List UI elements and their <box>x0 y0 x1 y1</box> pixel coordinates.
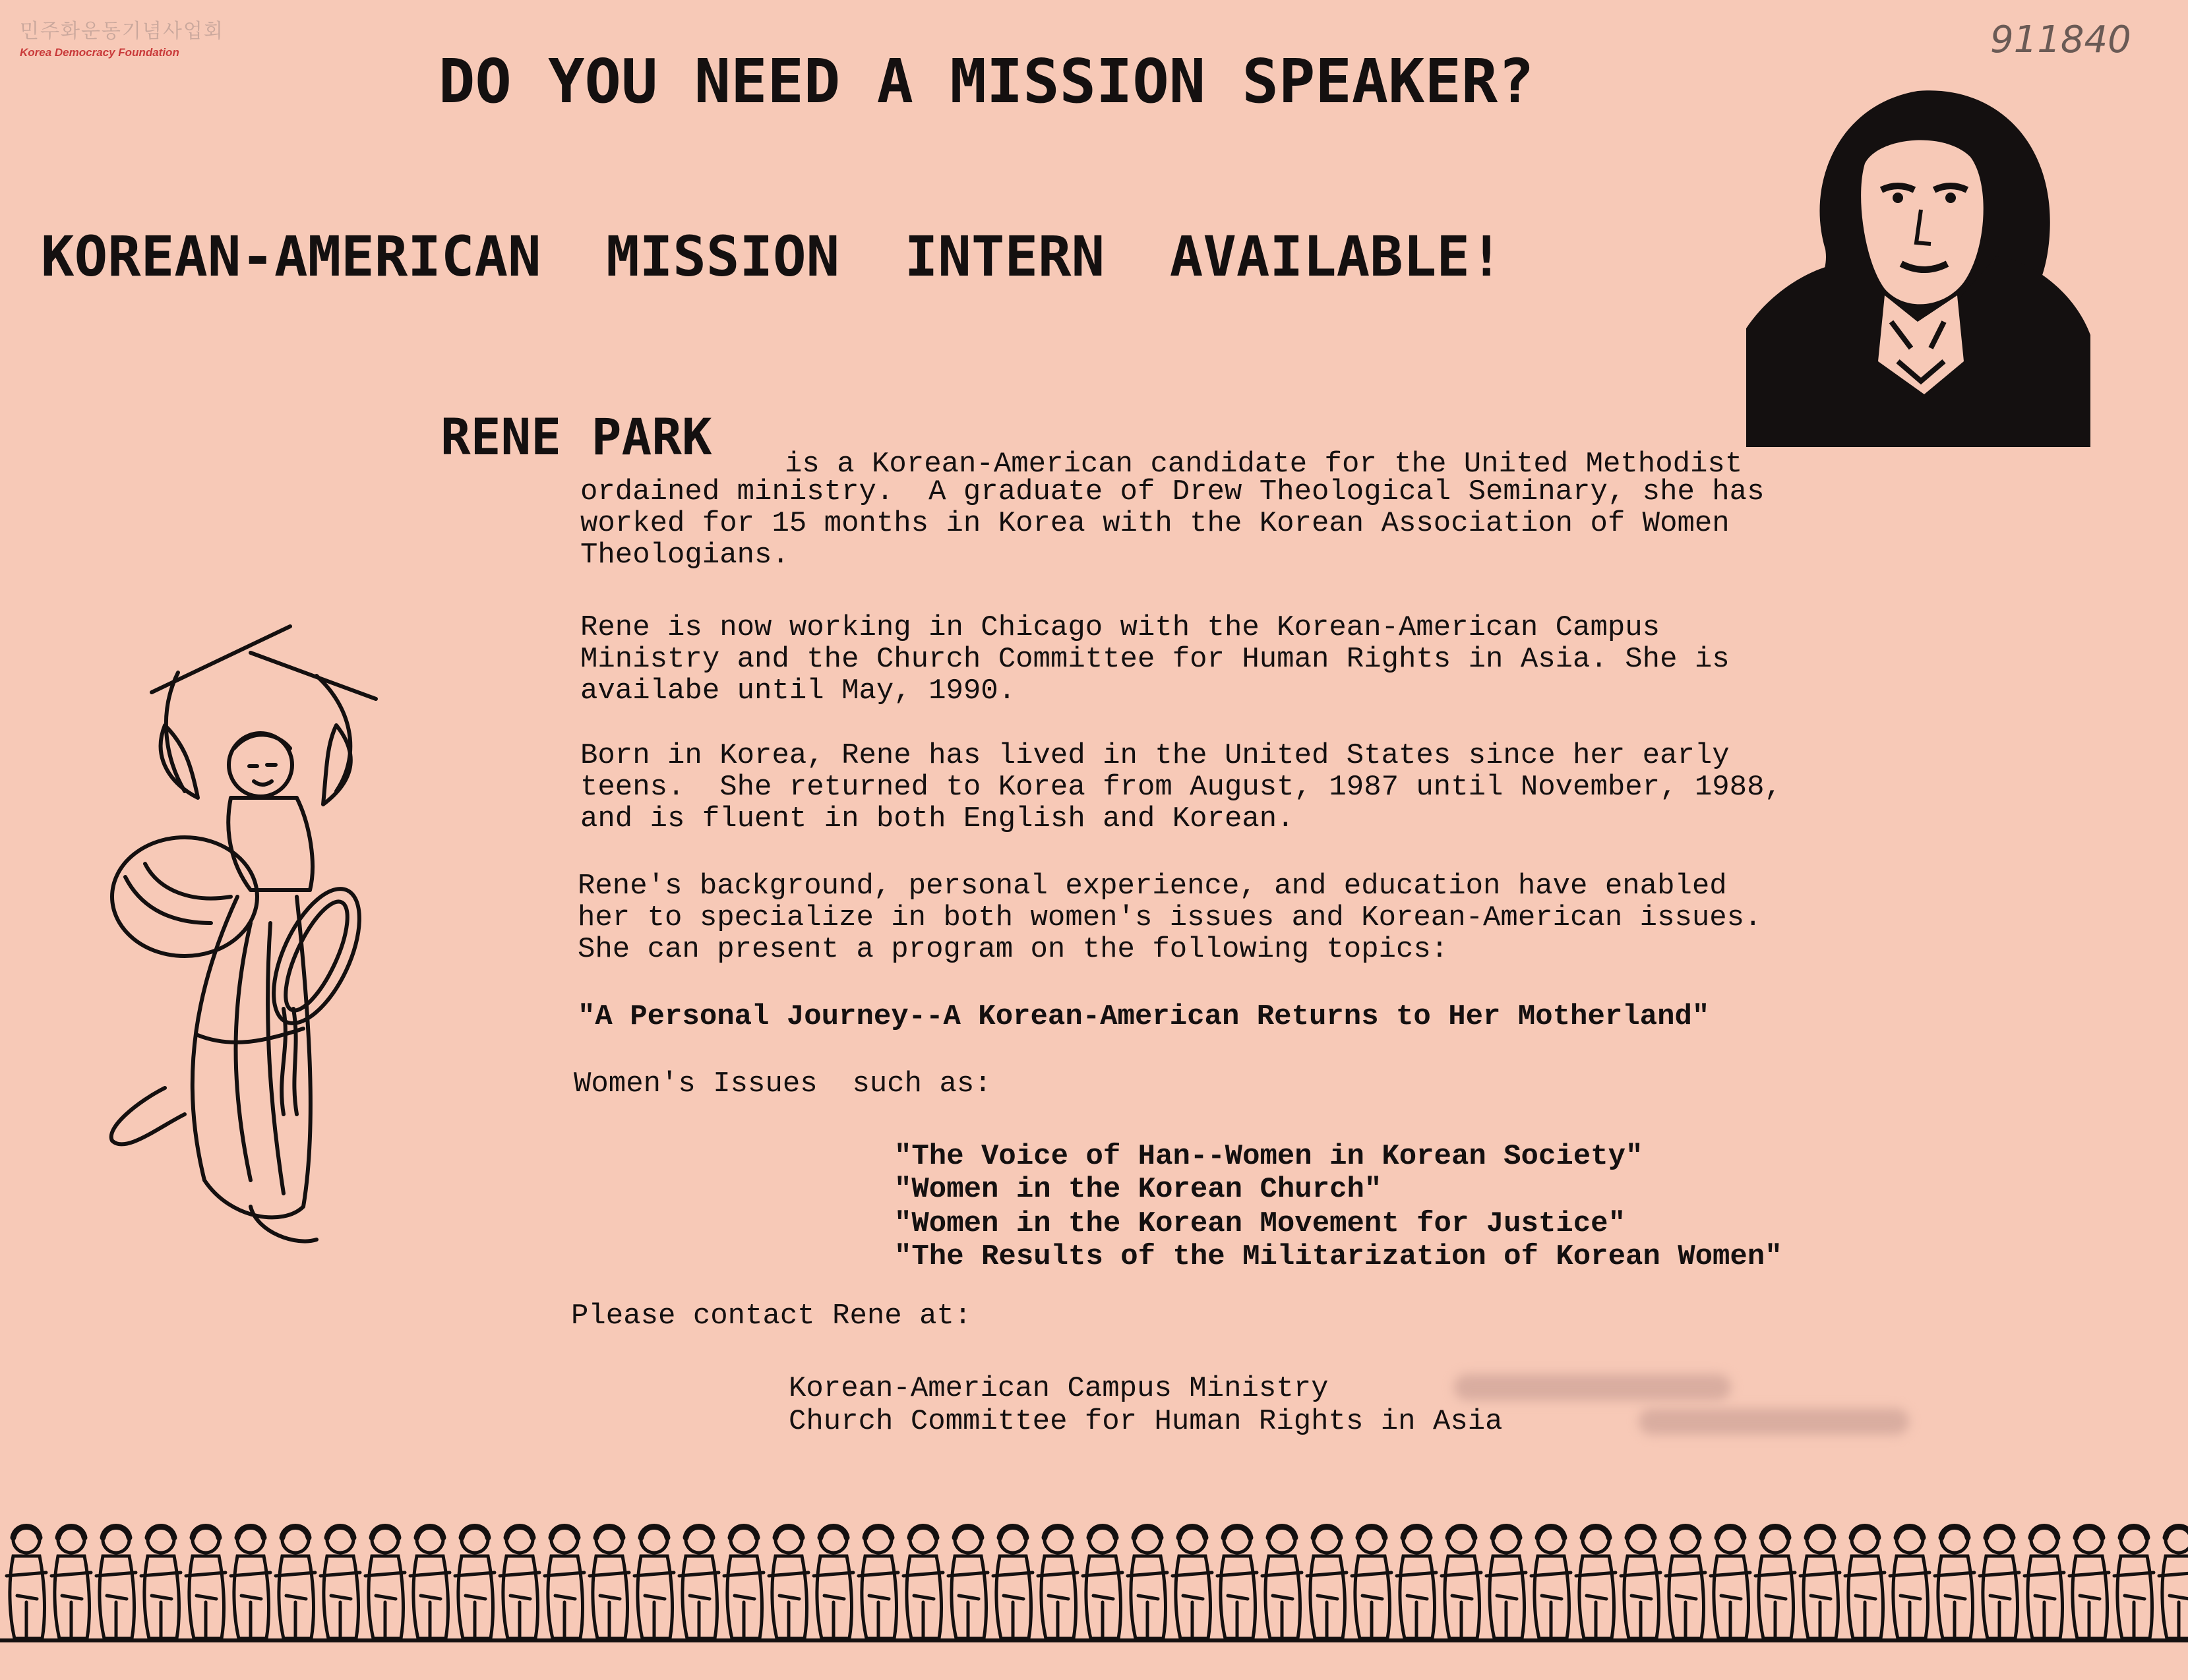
border-dancer-figure <box>1666 1526 1705 1638</box>
border-dancer-figure <box>1935 1526 1974 1638</box>
border-dancer-figure <box>590 1526 629 1638</box>
speaker-name: RENE PARK <box>441 407 712 466</box>
border-dancer-figure <box>1755 1526 1795 1638</box>
dancer-illustration <box>99 613 389 1266</box>
border-dancer-figure <box>1621 1526 1660 1638</box>
border-dancer-figure <box>2114 1526 2154 1638</box>
border-dancer-figure <box>1442 1526 1481 1638</box>
border-dancer-figure <box>679 1526 719 1638</box>
portrait-photo <box>1746 84 2090 447</box>
border-dancer-figure <box>410 1526 450 1638</box>
border-dancer-figure <box>500 1526 539 1638</box>
contact-church-committee: Church Committee for Human Rights in Asia <box>789 1405 1503 1438</box>
border-dancer-figure <box>1890 1526 1930 1638</box>
redacted-phone-number <box>1639 1408 1909 1435</box>
border-dancer-figure <box>1845 1526 1885 1638</box>
border-dancer-figure <box>1980 1526 2019 1638</box>
border-dancer-figure <box>634 1526 674 1638</box>
paragraph-current-work: Rene is now working in Chicago with the Korean-American Campus Ministry and the Church Committee for Human Rights in Asia. She is availabe until May, 1990. <box>580 611 1730 707</box>
border-dancer-figure <box>2069 1526 2109 1638</box>
border-dancer-figure <box>1172 1526 1212 1638</box>
border-dancer-figure <box>2024 1526 2064 1638</box>
decorative-dancer-border <box>0 1510 2188 1655</box>
womens-topic: "Women in the Korean Movement for Justice" <box>894 1207 1626 1240</box>
watermark-korean: 민주화운동기념사업회 <box>20 20 224 43</box>
border-dancer-figure <box>276 1526 315 1638</box>
border-dancer-figure <box>724 1526 764 1638</box>
border-dancer-figure <box>1486 1526 1526 1638</box>
border-dancer-figure <box>96 1526 136 1638</box>
womens-topic: "The Voice of Han--Women in Korean Society" <box>894 1140 1643 1173</box>
border-dancer-figure <box>1531 1526 1571 1638</box>
border-dancer-figure <box>51 1526 91 1638</box>
intro-paragraph: ordained ministry. A graduate of Drew Theological Seminary, she has worked for 15 months in Korea with the Korean Association of Women Theologians. <box>580 475 1765 572</box>
headline-main: KOREAN-AMERICAN MISSION INTERN AVAILABLE! <box>41 224 1504 289</box>
paragraph-specialization: Rene's background, personal experience, and education have enabled her to specialize in both women's issues and Korean-American issues. She can present a program on the following topics: <box>578 870 1762 966</box>
border-dancer-figure <box>993 1526 1033 1638</box>
paragraph-background: Born in Korea, Rene has lived in the United States since her early teens. She returned to Korea from August, 1987 until November, 1988, and is fluent in both English and Korean. <box>580 739 1782 835</box>
border-dancer-figure <box>455 1526 495 1638</box>
womens-topic: "The Results of the Militarization of Korean Women" <box>894 1240 1782 1273</box>
border-dancer-figure <box>1217 1526 1257 1638</box>
border-dancer-figure <box>1397 1526 1436 1638</box>
border-dancer-figure <box>903 1526 943 1638</box>
border-dancer-figure <box>2159 1526 2188 1638</box>
border-dancer-figure <box>1128 1526 1167 1638</box>
border-dancer-figure <box>1800 1526 1840 1638</box>
contact-label: Please contact Rene at: <box>571 1300 972 1333</box>
border-dancer-figure <box>859 1526 898 1638</box>
border-dancer-figure <box>814 1526 853 1638</box>
womens-topic: "Women in the Korean Church" <box>894 1173 1382 1206</box>
topic-personal-journey: "A Personal Journey--A Korean-American Returns to Her Motherland" <box>578 1000 1710 1033</box>
border-dancer-figure <box>231 1526 270 1638</box>
headline-question: DO YOU NEED A MISSION SPEAKER? <box>439 46 1535 117</box>
womens-issues-label: Women's Issues such as: <box>574 1067 992 1100</box>
border-dancer-figure <box>365 1526 405 1638</box>
redacted-phone-number <box>1454 1374 1731 1400</box>
watermark-english: Korea Democracy Foundation <box>20 46 179 59</box>
contact-campus-ministry: Korean-American Campus Ministry <box>789 1372 1329 1405</box>
border-dancer-figure <box>1038 1526 1078 1638</box>
intro-first-line: is a Korean-American candidate for the United Methodist <box>785 448 1743 481</box>
border-dancer-figure <box>948 1526 988 1638</box>
border-dancer-figure <box>1576 1526 1616 1638</box>
archive-number: 911840 <box>1990 18 2131 61</box>
border-dancer-figure <box>7 1526 46 1638</box>
border-dancer-figure <box>1083 1526 1122 1638</box>
border-dancer-figure <box>1711 1526 1750 1638</box>
border-dancer-figure <box>320 1526 360 1638</box>
border-dancer-figure <box>1307 1526 1347 1638</box>
border-dancer-figure <box>1352 1526 1391 1638</box>
border-dancer-figure <box>141 1526 181 1638</box>
border-dancer-figure <box>769 1526 808 1638</box>
border-dancer-figure <box>1262 1526 1302 1638</box>
border-dancer-figure <box>545 1526 584 1638</box>
border-dancer-figure <box>186 1526 226 1638</box>
